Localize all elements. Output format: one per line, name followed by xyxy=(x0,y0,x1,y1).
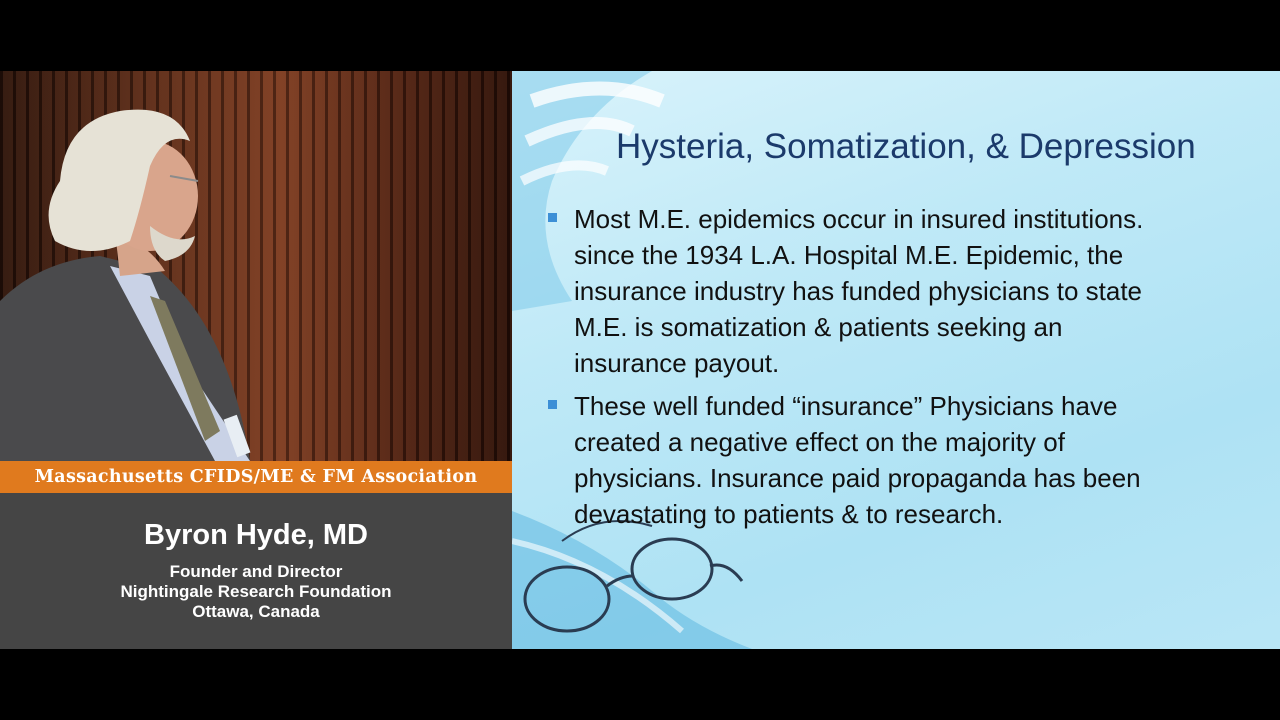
speaker-caption xyxy=(0,493,512,649)
speaker-figure xyxy=(0,71,512,461)
bullet-line: devastating to patients & to research. xyxy=(574,499,1004,529)
bullet-item xyxy=(546,201,1256,381)
bullet-item xyxy=(546,388,1256,532)
bullet-line: These well funded “insurance” Physicians have xyxy=(574,391,1118,421)
slide-title: Hysteria, Somatization, & Depression xyxy=(616,127,1196,166)
speaker-organization: Nightingale Research Foundation xyxy=(120,582,392,601)
speaker-video xyxy=(0,71,512,649)
video-frame xyxy=(0,71,1280,649)
presentation-slide xyxy=(512,71,1280,649)
bullet-line: created a negative effect on the majority of xyxy=(574,427,1065,457)
bullet-marker-icon xyxy=(548,213,557,222)
organization-name: Massachusetts CFIDS/ME & FM Association xyxy=(34,467,478,487)
bullet-line: insurance industry has funded physicians to state xyxy=(574,276,1143,306)
speaker-name: Byron Hyde, MD xyxy=(144,519,368,551)
bullet-line: physicians. Insurance paid propaganda has been xyxy=(574,463,1141,493)
speaker-location: Ottawa, Canada xyxy=(192,602,320,621)
bullet-marker-icon xyxy=(548,400,557,409)
organization-banner xyxy=(0,461,512,493)
bullet-list xyxy=(546,201,1256,539)
bullet-line: since the 1934 L.A. Hospital M.E. Epidemic, the xyxy=(574,240,1124,270)
bullet-line: Most M.E. epidemics occur in insured institutions. xyxy=(574,204,1144,234)
bullet-line: insurance payout. xyxy=(574,348,780,378)
bullet-line: M.E. is somatization & patients seeking an xyxy=(574,312,1063,342)
speaker-role: Founder and Director xyxy=(169,562,343,581)
